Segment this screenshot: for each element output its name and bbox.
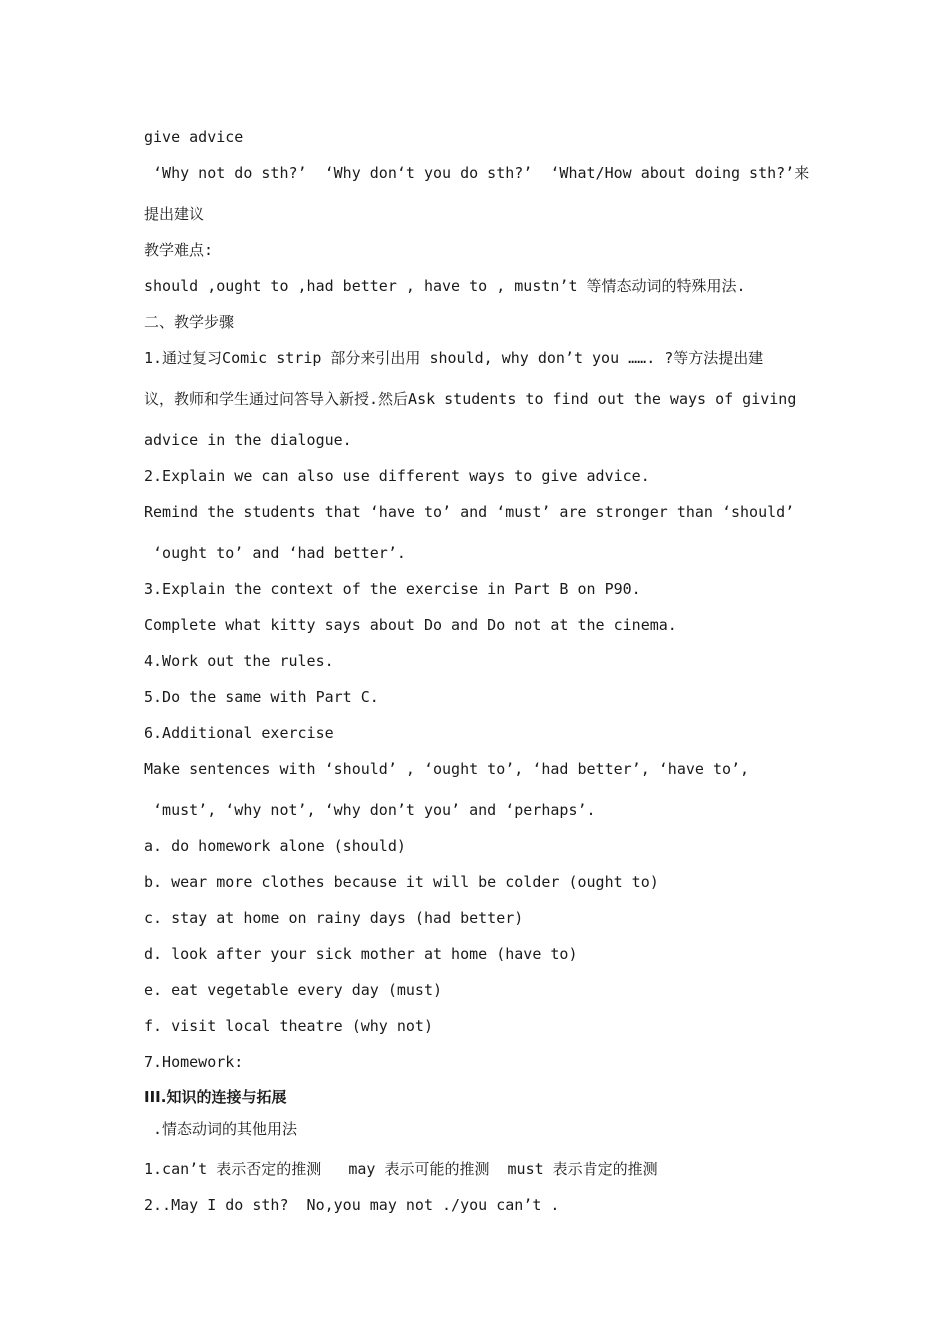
exercise-item: e. eat vegetable every day (must)	[144, 981, 443, 999]
text-line: 1.通过复习Comic strip 部分来引出用 should, why don’t you ……. ?等方法提出建	[144, 349, 764, 367]
text-line: 2.Explain we can also use different ways to give advice.	[144, 467, 650, 485]
text-line: ‘Why not do sth?’ ‘Why don‘t you do sth?’ ‘What/How about doing sth?’来	[144, 164, 810, 182]
exercise-item: c. stay at home on rainy days (had better)	[144, 909, 524, 927]
text-line: 5.Do the same with Part C.	[144, 688, 379, 706]
text-line: 3.Explain the context of the exercise in Part B on P90.	[144, 580, 641, 598]
exercise-item: a. do homework alone (should)	[144, 837, 406, 855]
section-heading: 二、教学步骤	[144, 313, 235, 331]
text-line: should ,ought to ,had better , have to , mustn’t 等情态动词的特殊用法.	[144, 277, 746, 295]
text-line: Complete what kitty says about Do and Do not at the cinema.	[144, 616, 677, 634]
text-line: 2..May I do sth? No,you may not ./you can’t .	[144, 1196, 560, 1214]
exercise-item: b. wear more clothes because it will be colder (ought to)	[144, 873, 659, 891]
section-heading-bold: III.知识的连接与拓展	[144, 1088, 287, 1106]
section-heading: 教学难点:	[144, 241, 214, 259]
text-line: ‘ought to’ and ‘had better’.	[144, 544, 406, 562]
text-line: Make sentences with ‘should’ , ‘ought to’, ‘had better’, ‘have to’,	[144, 760, 750, 778]
text-line: Remind the students that ‘have to’ and ‘must’ are stronger than ‘should’	[144, 503, 795, 521]
text-line: ‘must’, ‘why not’, ‘why don’t you’ and ‘perhaps’.	[144, 801, 596, 819]
text-line: 7.Homework:	[144, 1053, 244, 1071]
text-line: 提出建议	[144, 205, 205, 223]
text-line: 4.Work out the rules.	[144, 652, 334, 670]
text-line: give advice	[144, 128, 244, 146]
text-line: advice in the dialogue.	[144, 431, 352, 449]
exercise-item: d. look after your sick mother at home (have to)	[144, 945, 578, 963]
exercise-item: f. visit local theatre (why not)	[144, 1017, 433, 1035]
text-line: .情态动词的其他用法	[144, 1120, 298, 1138]
text-line: 1.can’t 表示否定的推测 may 表示可能的推测 must 表示肯定的推测	[144, 1160, 658, 1178]
text-line: 议，教师和学生通过问答导入新授.然后Ask students to find out the ways of giving	[144, 390, 797, 408]
text-line: 6.Additional exercise	[144, 724, 334, 742]
